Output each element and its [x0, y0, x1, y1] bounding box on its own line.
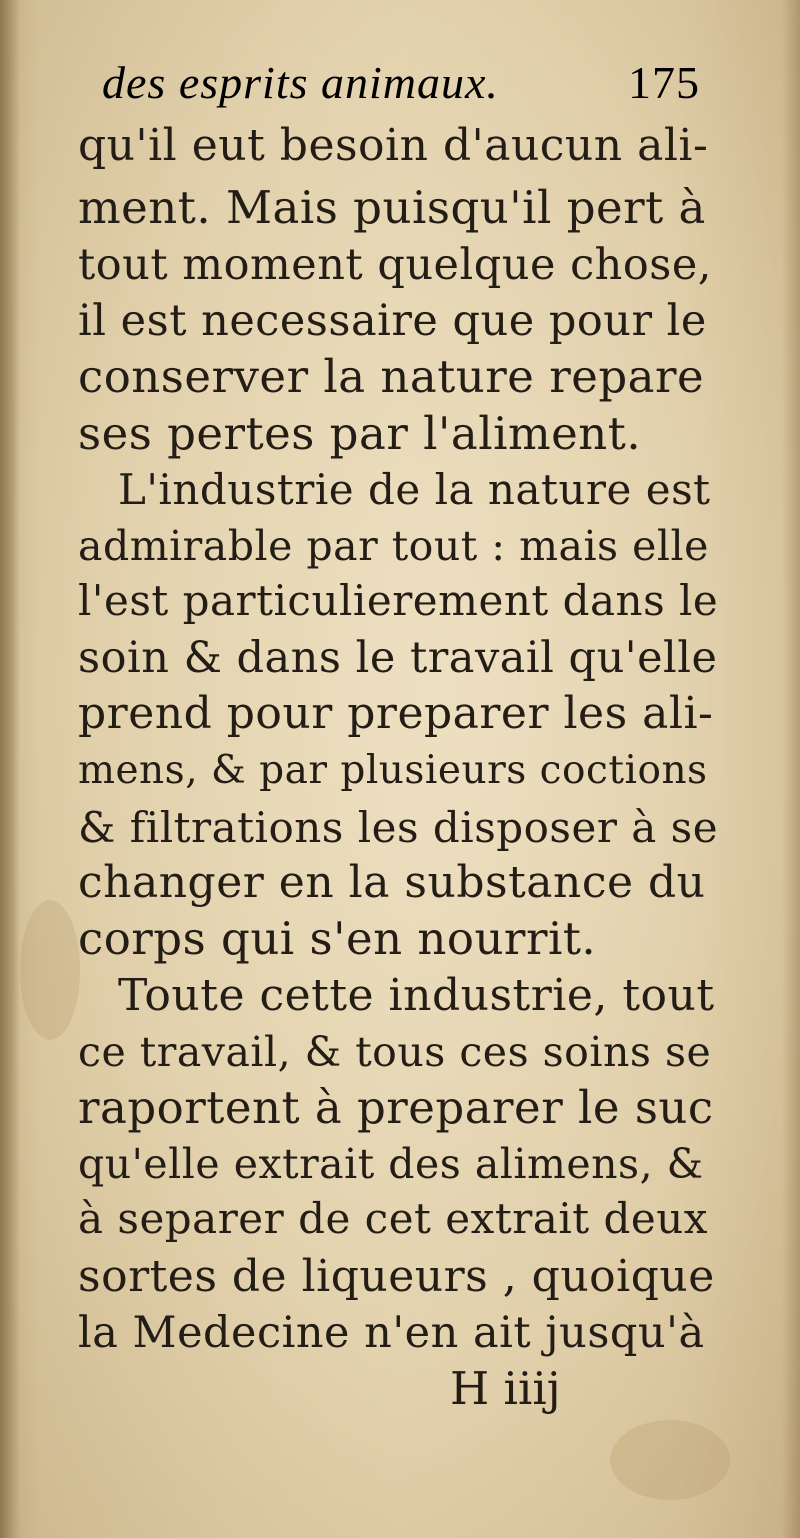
text-line: sortes de liqueurs , quoique [78, 1251, 715, 1302]
text-line: à separer de cet extrait deux [78, 1194, 708, 1243]
paper-stain [20, 900, 80, 1040]
text-line: mens, & par plusieurs coctions [78, 748, 708, 793]
text-line: il est necessaire que pour le [78, 296, 707, 346]
paragraph-start-line: Toute cette industrie, tout [118, 970, 715, 1021]
text-line: ses pertes par l'aliment. [78, 407, 642, 460]
text-line: raportent à preparer le suc [78, 1081, 714, 1134]
text-line: l'est particulierement dans le [78, 576, 719, 625]
text-line: ment. Mais puisqu'il pert à [78, 181, 706, 234]
text-line: & filtrations les disposer à se [78, 803, 719, 852]
page-edge-shadow [782, 0, 800, 1538]
page-gutter-shadow [0, 0, 20, 1538]
paper-stain [610, 1420, 730, 1500]
paragraph-start-line: L'industrie de la nature est [118, 465, 711, 514]
signature-mark: H iiij [450, 1362, 561, 1415]
text-line: prend pour preparer les ali- [78, 688, 714, 739]
text-line: qu'il eut besoin d'aucun ali- [78, 120, 709, 171]
text-line: la Medecine n'en ait jusqu'à [78, 1308, 705, 1358]
text-line: conserver la nature repare [78, 350, 705, 403]
text-line: admirable par tout : mais elle [78, 522, 709, 570]
text-line: soin & dans le travail qu'elle [78, 633, 718, 683]
text-line: tout moment quelque chose, [78, 240, 712, 290]
text-line: changer en la substance du [78, 857, 706, 908]
text-line: ce travail, & tous ces soins se [78, 1028, 712, 1076]
text-line: corps qui s'en nourrit. [78, 912, 597, 965]
text-line: qu'elle extrait des alimens, & [78, 1140, 704, 1188]
page-number: 175 [628, 57, 700, 108]
running-head-title: des esprits animaux. [102, 57, 499, 108]
running-header [102, 56, 700, 116]
